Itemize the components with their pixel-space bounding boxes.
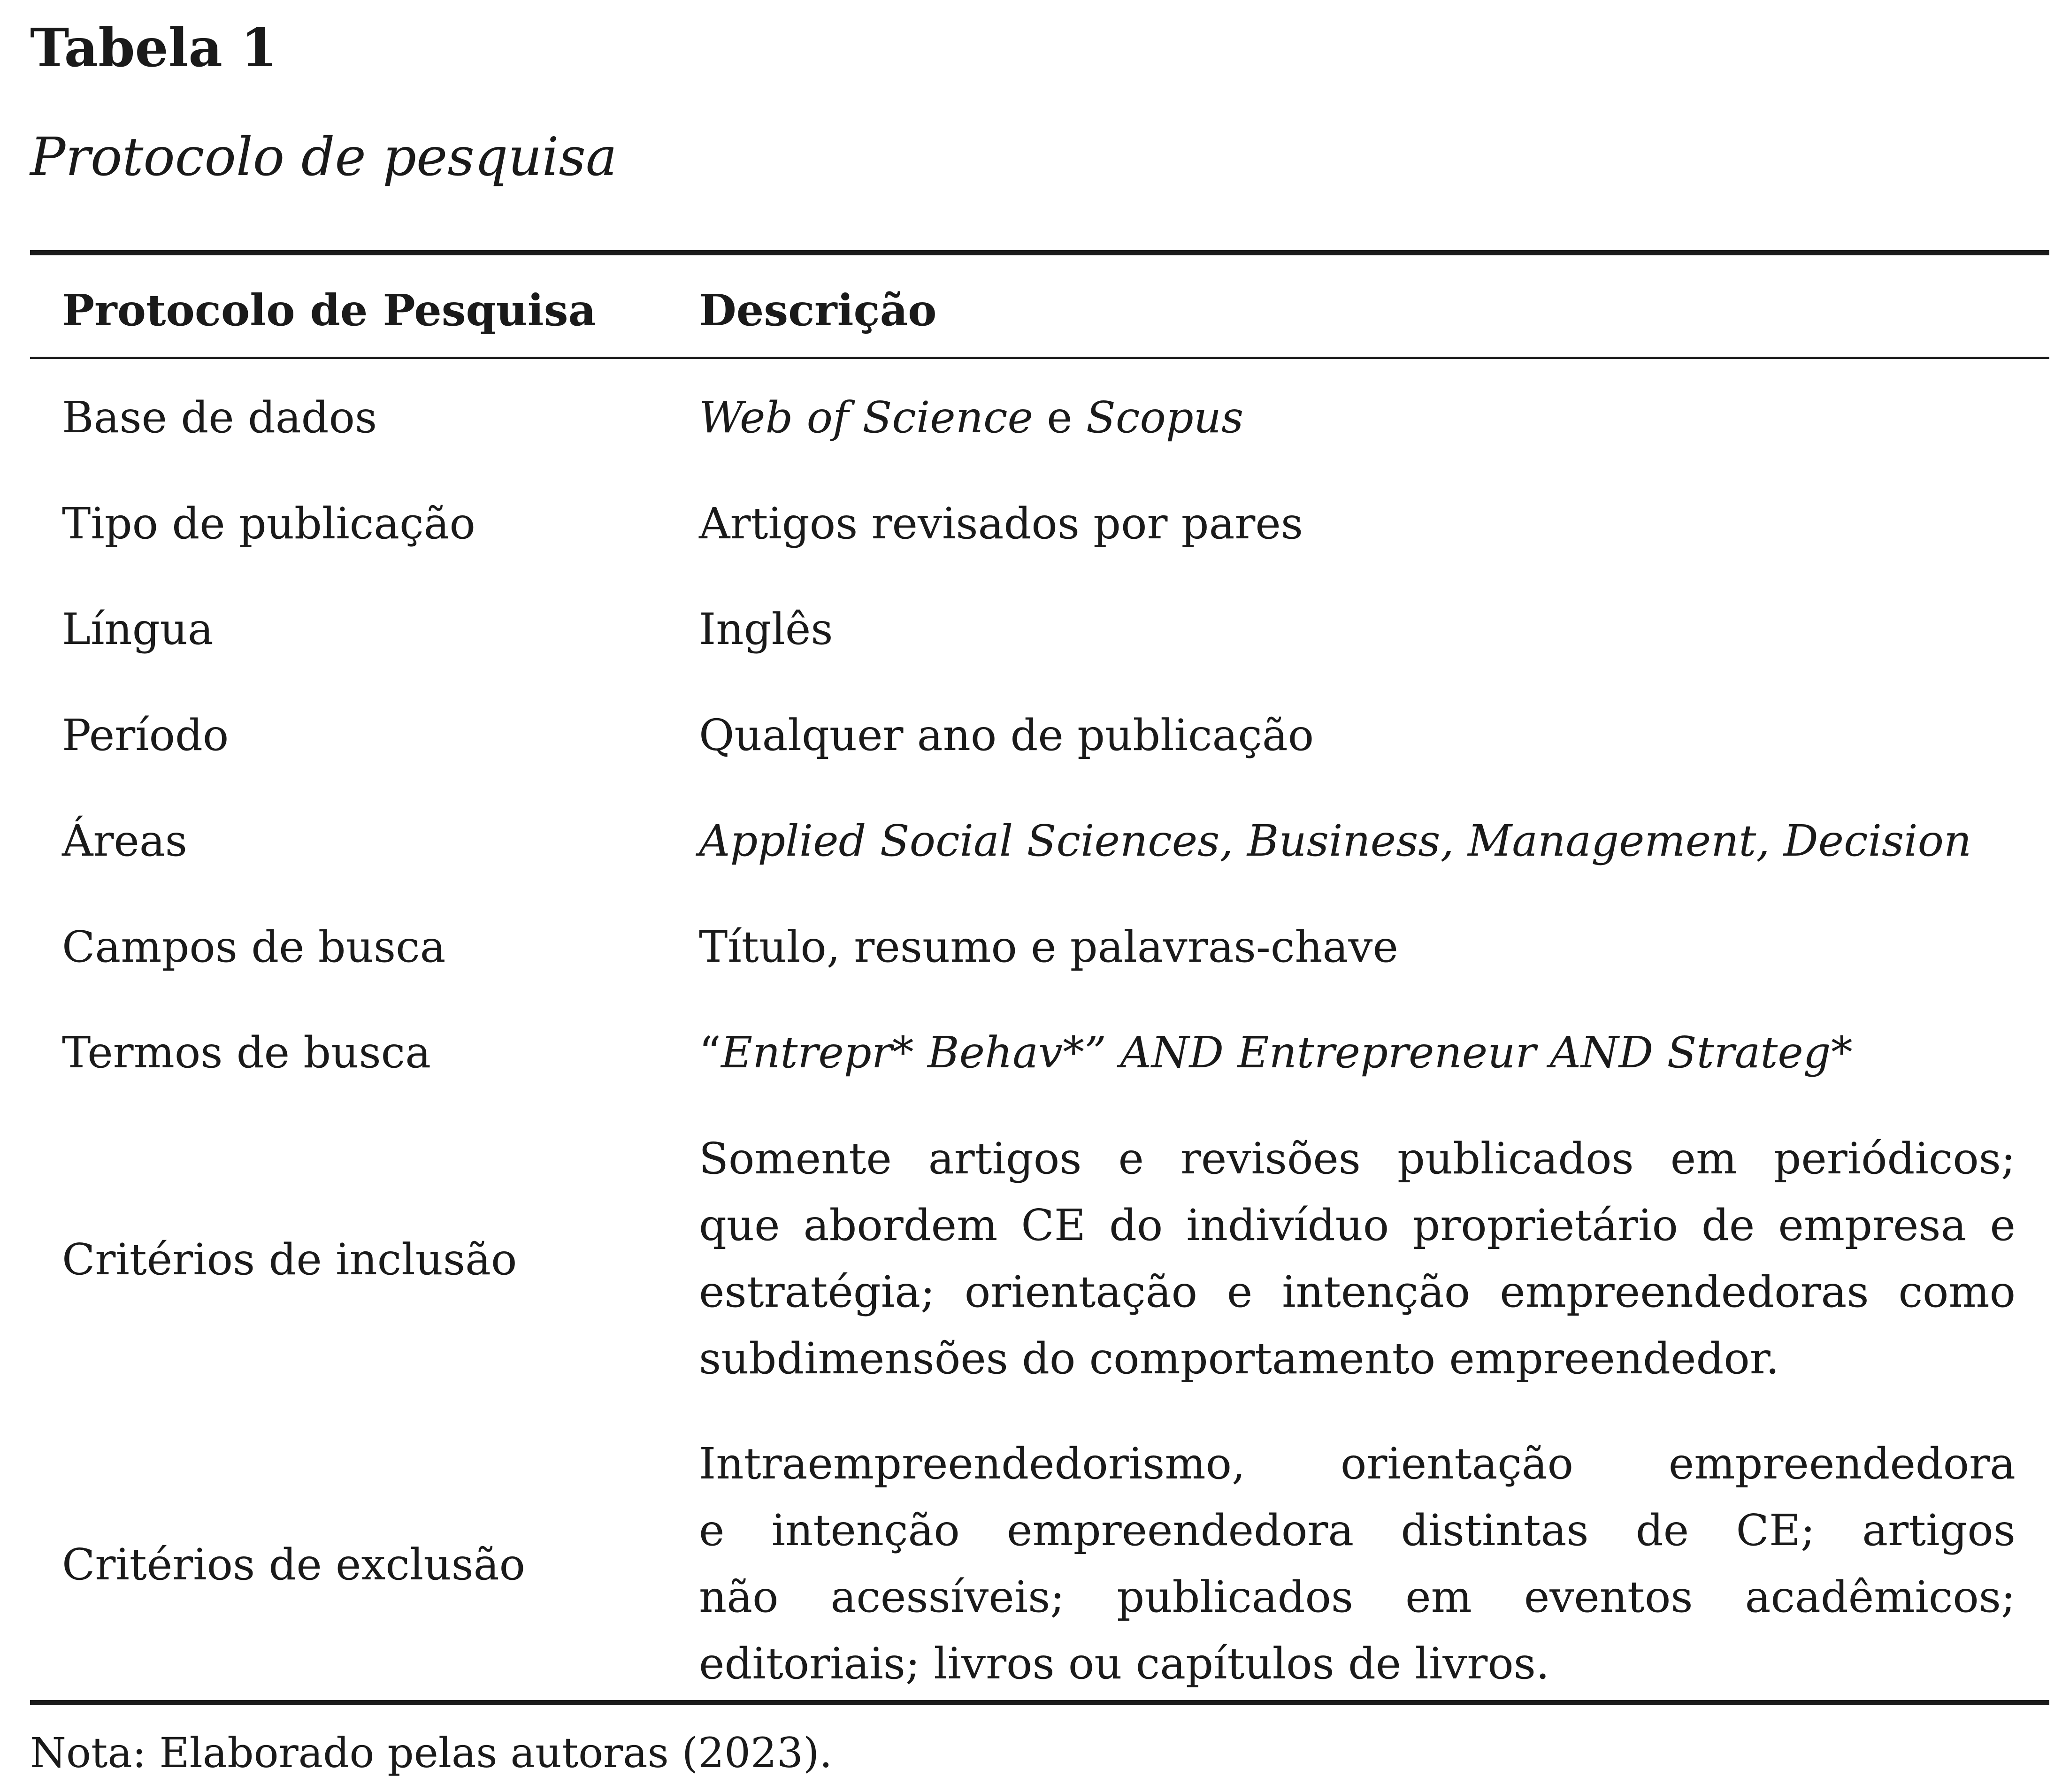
row-label-period: Período [62,710,229,760]
text-line: Somente artigos e revisões publicados em periódicos; [699,1133,2016,1184]
row-value-publication-type: Artigos revisados por pares [699,498,1303,549]
text-line: Intraempreendedorismo, orientação empreendedora [699,1439,2016,1489]
table-top-rule [30,250,2049,255]
text-line: e intenção empreendedora distintas de CE; artigos [699,1505,2016,1555]
table-note: Nota: Elaborado pelas autoras (2023). [30,1729,833,1777]
value-part: Web of Science [699,392,1033,443]
row-label-search-fields: Campos de busca [62,922,446,972]
row-label-areas: Áreas [62,816,187,866]
table-title: Protocolo de pesquisa [30,127,617,188]
table-header-rule [30,357,2049,359]
row-value-inclusion-criteria [699,1126,2016,1392]
row-label-inclusion-criteria: Critérios de inclusão [62,1234,517,1285]
row-value-exclusion-criteria [699,1431,2016,1697]
value-part: Applied Social Sciences, Business, Management, Decision [699,816,1972,866]
value-part: Entrepr* Behav*” AND Entrepreneur AND Strateg* [721,1027,1853,1078]
text-line: não acessíveis; publicados em eventos acadêmicos; [699,1572,2016,1622]
row-label-language: Língua [62,604,214,654]
row-label-search-terms: Termos de busca [62,1027,431,1078]
row-value-database [699,384,1243,451]
value-part: Scopus [1086,392,1244,443]
text-line: estratégia; orientação e intenção empreendedoras como [699,1267,2016,1317]
table-bottom-rule [30,1700,2049,1705]
table-label: Tabela 1 [30,17,277,79]
row-value-areas [699,808,1971,874]
row-value-search-fields: Título, resumo e palavras-chave [699,922,1398,972]
row-label-database: Base de dados [62,392,377,443]
text-line: editoriais; livros ou capítulos de livros. [699,1639,1550,1689]
row-value-period: Qualquer ano de publicação [699,710,1314,760]
row-value-search-terms [699,1019,1853,1086]
row-label-exclusion-criteria: Critérios de exclusão [62,1539,526,1590]
value-part: “ [699,1027,721,1078]
row-value-language: Inglês [699,604,833,654]
value-part: e [1033,392,1086,443]
header-protocol: Protocolo de Pesquisa [62,285,597,336]
text-line: subdimensões do comportamento empreendedor. [699,1333,1779,1384]
text-line: que abordem CE do indivíduo proprietário de empresa e [699,1200,2016,1250]
header-description: Descrição [699,285,937,336]
row-label-publication-type: Tipo de publicação [62,498,475,549]
